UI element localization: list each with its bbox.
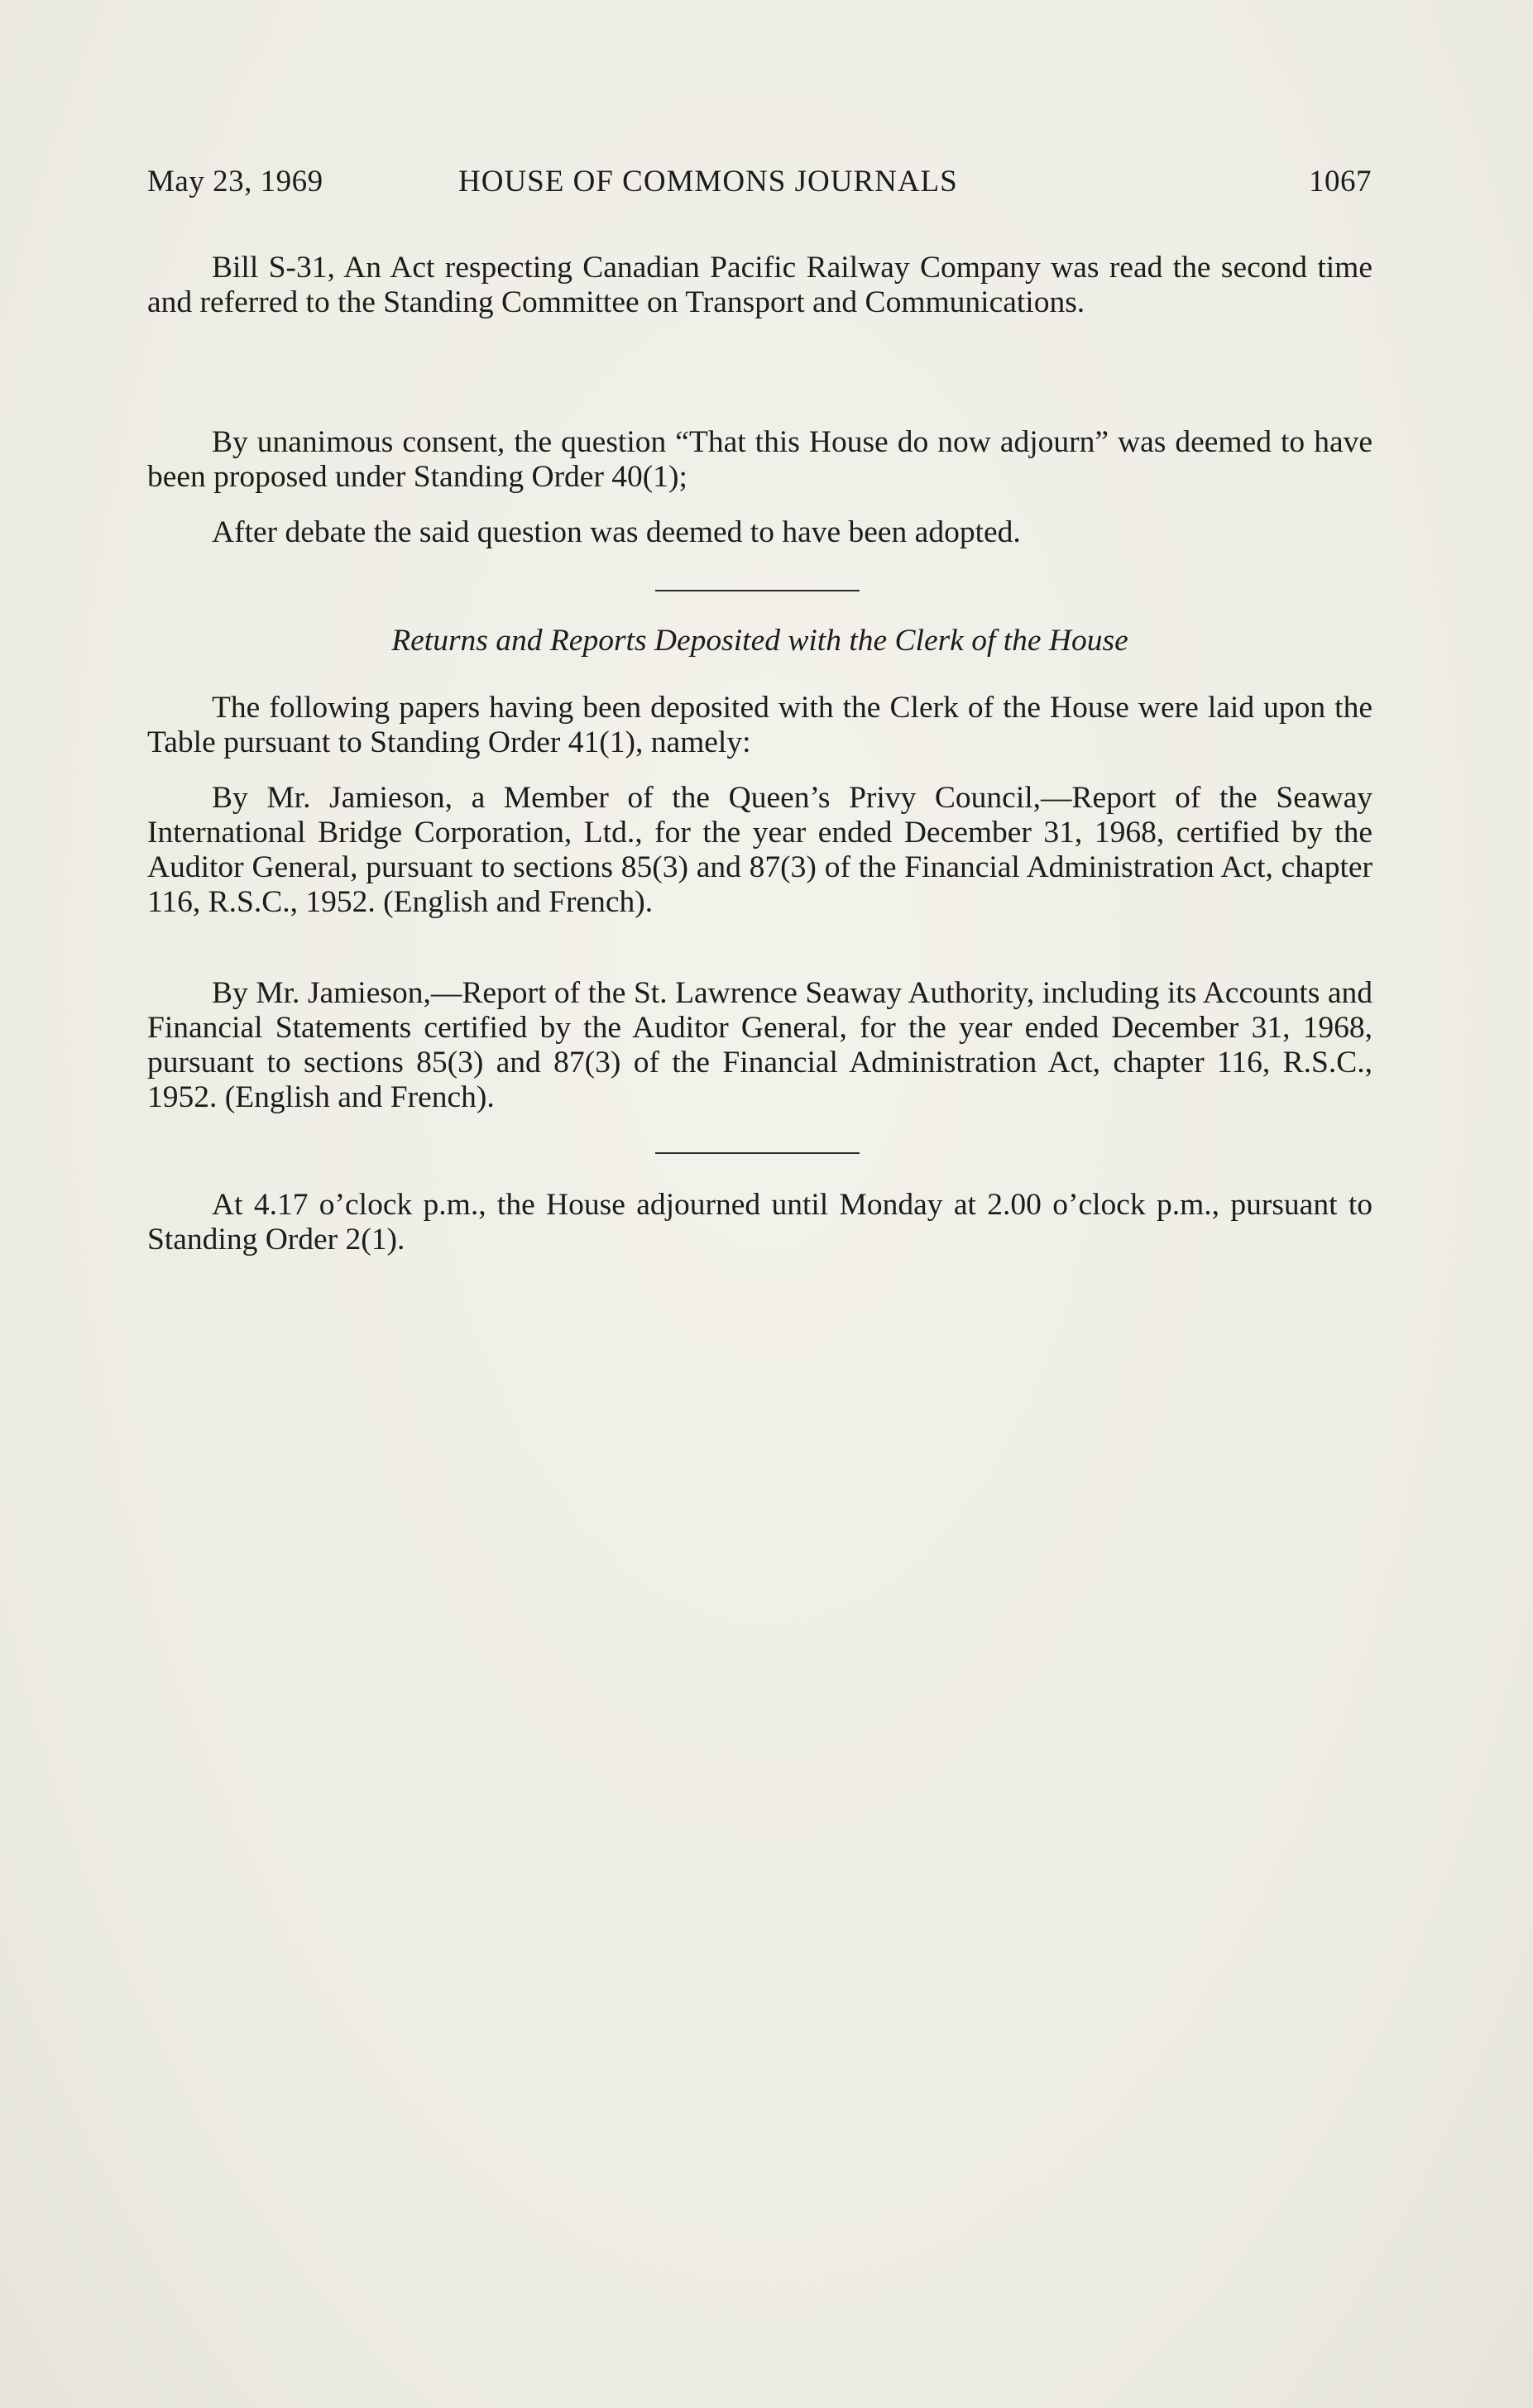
paragraph-papers-intro: The following papers having been deposited with the Clerk of the House were laid upon the Table pursuant to Standing Order 41(1), namely: [147,691,1373,759]
section-heading: Returns and Reports Deposited with the Clerk of the House [391,624,1128,658]
section-divider-bottom [655,1152,860,1154]
section-divider-top [655,590,860,591]
paragraph-after-debate: After debate the said question was deemed to have been adopted. [212,515,1021,549]
paragraph-bill-s31: Bill S-31, An Act respecting Canadian Pacific Railway Company was read the second time and referred to the Standing Committee on Transport and Communications. [147,251,1373,319]
paragraph-adjourn-motion: By unanimous consent, the question “That this House do now adjourn” was deemed to have been proposed under Standing Order 40(1); [147,425,1373,494]
paragraph-adjournment: At 4.17 o’clock p.m., the House adjourned until Monday at 2.00 o’clock p.m., pursuant to Standing Order 2(1). [147,1188,1373,1257]
paragraph-seaway-bridge-report: By Mr. Jamieson, a Member of the Queen’s Privy Council,—Report of the Seaway International Bridge Corporation, Ltd., for the year ended December 31, 1968, certified by the Auditor General, pursuant to sections 85(3) and 87(3) of the Financial Administration Act, chapter 116, R.S.C., 1952. (English and French). [147,781,1373,919]
page-header [147,164,1372,205]
header-page-number: 1067 [1309,165,1372,199]
header-journal-title: HOUSE OF COMMONS JOURNALS [458,165,958,199]
paragraph-seaway-authority-report: By Mr. Jamieson,—Report of the St. Lawrence Seaway Authority, including its Accounts and Financial Statements certified by the Auditor General, for the year ended December 31, 1968, pursuant to sections 85(3) and 87(3) of the Financial Administration Act, chapter 116, R.S.C., 1952. (English and French). [147,976,1373,1114]
header-date: May 23, 1969 [147,165,323,199]
